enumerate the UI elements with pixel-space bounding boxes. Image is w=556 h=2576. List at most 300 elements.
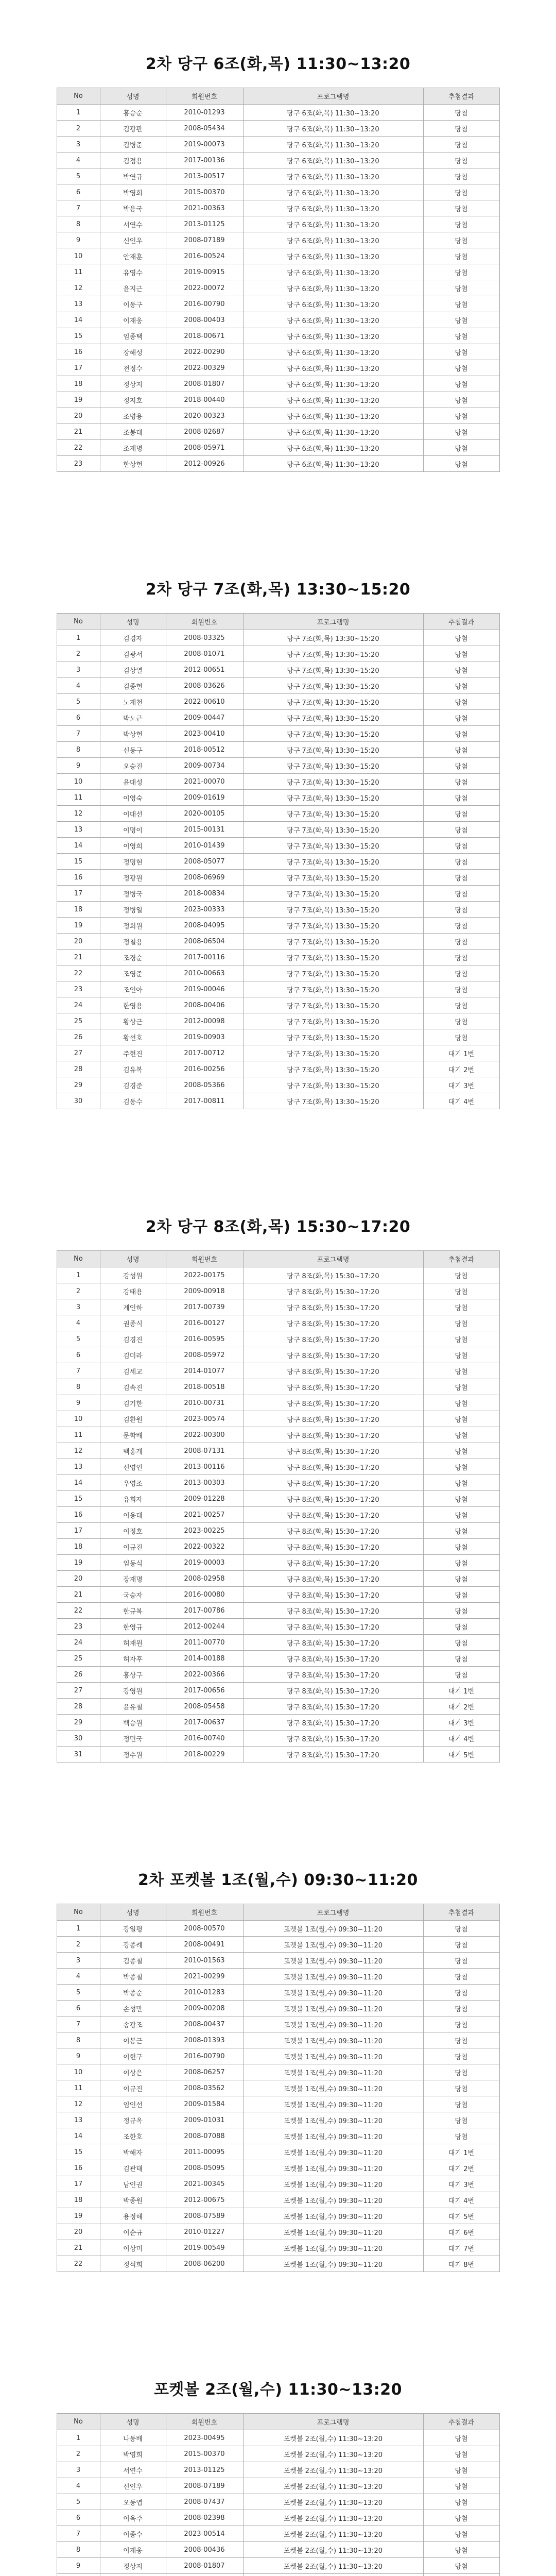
cell-result: 당첨	[423, 1555, 499, 1571]
cell-result: 당첨	[423, 2112, 499, 2128]
cell-member-id: 2012-00651	[166, 662, 243, 678]
cell-name: 윤유철	[100, 1699, 166, 1715]
cell-program: 포켓볼 1조(월,수) 09:30~11:20	[243, 2208, 423, 2224]
cell-member-id: 2021-00257	[166, 1507, 243, 1523]
cell-result: 당첨	[423, 121, 499, 137]
cell-no: 18	[57, 376, 100, 392]
cell-member-id: 2023-00495	[166, 2430, 243, 2446]
cell-name: 정석희	[100, 2256, 166, 2272]
cell-name: 오승진	[100, 758, 166, 774]
cell-name: 우영조	[100, 1475, 166, 1491]
cell-result: 당첨	[423, 1619, 499, 1635]
cell-no: 17	[57, 2176, 100, 2192]
cell-no: 19	[57, 2208, 100, 2224]
cell-no: 23	[57, 1619, 100, 1635]
cell-no: 30	[57, 1093, 100, 1109]
cell-name: 김종헌	[100, 678, 166, 694]
cell-result: 당첨	[423, 630, 499, 646]
column-header-no: No	[57, 614, 100, 630]
cell-result: 당첨	[423, 456, 499, 472]
cell-no: 31	[57, 1747, 100, 1762]
cell-result: 당첨	[423, 1267, 499, 1283]
cell-result: 당첨	[423, 1635, 499, 1651]
cell-no: 24	[57, 1635, 100, 1651]
cell-no: 10	[57, 774, 100, 790]
cell-result: 당첨	[423, 2494, 499, 2510]
cell-program: 당구 8조(화,목) 15:30~17:20	[243, 1427, 423, 1443]
column-header-name: 성명	[100, 1251, 166, 1267]
cell-result: 당첨	[423, 1475, 499, 1491]
column-header-no: No	[57, 2414, 100, 2430]
cell-no: 15	[57, 2144, 100, 2160]
cell-name: 박노근	[100, 710, 166, 726]
cell-member-id: 2021-00363	[166, 200, 243, 216]
cell-no: 22	[57, 440, 100, 456]
cell-result: 당첨	[423, 2446, 499, 2462]
cell-program: 당구 6조(화,목) 11:30~13:20	[243, 456, 423, 472]
cell-program: 당구 8조(화,목) 15:30~17:20	[243, 1715, 423, 1731]
column-header-result: 추첨결과	[423, 1904, 499, 1921]
cell-member-id: 2008-03562	[166, 2080, 243, 2096]
cell-program: 당구 6조(화,목) 11:30~13:20	[243, 152, 423, 168]
cell-name: 홍상구	[100, 1667, 166, 1683]
cell-no: 1	[57, 1921, 100, 1937]
program-section	[0, 472, 556, 1109]
cell-member-id: 2017-00786	[166, 1603, 243, 1619]
cell-member-id: 2017-00116	[166, 950, 243, 965]
cell-name: 이종수	[100, 2526, 166, 2542]
cell-program: 당구 7조(화,목) 13:30~15:20	[243, 1013, 423, 1029]
cell-no: 12	[57, 1443, 100, 1459]
cell-no: 20	[57, 2224, 100, 2240]
cell-name: 이재웅	[100, 2542, 166, 2558]
cell-program: 당구 8조(화,목) 15:30~17:20	[243, 1635, 423, 1651]
cell-name: 이재웅	[100, 312, 166, 328]
table-row	[57, 1555, 499, 1571]
cell-name: 주현진	[100, 1045, 166, 1061]
table-row	[57, 1603, 499, 1619]
cell-program: 포켓볼 1조(월,수) 09:30~11:20	[243, 2001, 423, 2016]
cell-member-id: 2008-06257	[166, 2064, 243, 2080]
table-row	[57, 2032, 499, 2048]
cell-name: 문학배	[100, 1427, 166, 1443]
cell-program: 포켓볼 2조(월,수) 11:30~13:20	[243, 2526, 423, 2542]
table-row	[57, 2001, 499, 2016]
cell-name: 김기한	[100, 1395, 166, 1411]
cell-member-id: 2018-00671	[166, 328, 243, 344]
cell-name: 정지호	[100, 392, 166, 408]
cell-no: 7	[57, 200, 100, 216]
cell-program: 당구 7조(화,목) 13:30~15:20	[243, 1093, 423, 1109]
table-row	[57, 2144, 499, 2160]
cell-member-id: 2010-00663	[166, 965, 243, 981]
cell-no: 24	[57, 997, 100, 1013]
cell-member-id: 2019-00003	[166, 1555, 243, 1571]
column-header-result: 추첨결과	[423, 88, 499, 105]
cell-no: 7	[57, 726, 100, 742]
cell-no: 2	[57, 646, 100, 662]
cell-no: 12	[57, 280, 100, 296]
table-row	[57, 408, 499, 424]
cell-result: 당첨	[423, 440, 499, 456]
cell-program: 포켓볼 2조(월,수) 11:30~13:20	[243, 2510, 423, 2526]
cell-program: 당구 8조(화,목) 15:30~17:20	[243, 1347, 423, 1363]
table-row	[57, 1045, 499, 1061]
cell-name: 정상지	[100, 2558, 166, 2574]
column-header-no: No	[57, 1251, 100, 1267]
cell-program: 당구 8조(화,목) 15:30~17:20	[243, 1651, 423, 1667]
cell-program: 포켓볼 1조(월,수) 09:30~11:20	[243, 2192, 423, 2208]
cell-no: 13	[57, 822, 100, 838]
cell-result: 당첨	[423, 1331, 499, 1347]
cell-no: 11	[57, 2080, 100, 2096]
cell-result: 당첨	[423, 376, 499, 392]
cell-name: 송광조	[100, 2016, 166, 2032]
table-row	[57, 1667, 499, 1683]
cell-result: 당첨	[423, 1427, 499, 1443]
cell-result: 당첨	[423, 886, 499, 902]
table-row	[57, 1747, 499, 1762]
column-header-result: 추첨결과	[423, 2414, 499, 2430]
cell-no: 13	[57, 2112, 100, 2128]
cell-no: 2	[57, 1283, 100, 1299]
table-row	[57, 630, 499, 646]
table-row	[57, 1029, 499, 1045]
cell-name: 한영규	[100, 1619, 166, 1635]
cell-program: 당구 6조(화,목) 11:30~13:20	[243, 344, 423, 360]
cell-name: 김관태	[100, 2160, 166, 2176]
cell-no: 8	[57, 2032, 100, 2048]
cell-no: 9	[57, 232, 100, 248]
cell-result: 대기 6번	[423, 2224, 499, 2240]
cell-member-id: 2008-06200	[166, 2256, 243, 2272]
cell-program: 당구 8조(화,목) 15:30~17:20	[243, 1683, 423, 1699]
table-row	[57, 662, 499, 678]
cell-name: 김경자	[100, 630, 166, 646]
cell-member-id: 2012-00244	[166, 1619, 243, 1635]
cell-member-id: 2008-05972	[166, 1347, 243, 1363]
cell-result: 당첨	[423, 1571, 499, 1587]
cell-result: 대기 3번	[423, 1077, 499, 1093]
cell-name: 이현구	[100, 2048, 166, 2064]
cell-result: 당첨	[423, 870, 499, 886]
cell-result: 당첨	[423, 200, 499, 216]
cell-no: 5	[57, 2494, 100, 2510]
column-header-result: 추첨결과	[423, 1251, 499, 1267]
cell-result: 당첨	[423, 1539, 499, 1555]
cell-program: 포켓볼 1조(월,수) 09:30~11:20	[243, 2112, 423, 2128]
column-header-program: 프로그램명	[243, 88, 423, 105]
cell-result: 당첨	[423, 934, 499, 950]
cell-program: 당구 8조(화,목) 15:30~17:20	[243, 1507, 423, 1523]
cell-program: 당구 8조(화,목) 15:30~17:20	[243, 1491, 423, 1507]
table-row	[57, 1715, 499, 1731]
cell-result: 당첨	[423, 2462, 499, 2478]
cell-result: 당첨	[423, 2032, 499, 2048]
cell-name: 홍승순	[100, 105, 166, 121]
cell-name: 박용국	[100, 200, 166, 216]
cell-member-id: 2008-00491	[166, 1937, 243, 1953]
cell-name: 유영수	[100, 264, 166, 280]
cell-program: 당구 6조(화,목) 11:30~13:20	[243, 440, 423, 456]
cell-no: 3	[57, 662, 100, 678]
cell-member-id: 2008-02687	[166, 424, 243, 440]
cell-name: 김환원	[100, 1411, 166, 1427]
cell-member-id: 2008-00436	[166, 2542, 243, 2558]
cell-member-id: 2020-00323	[166, 408, 243, 424]
cell-program: 포켓볼 1조(월,수) 09:30~11:20	[243, 2224, 423, 2240]
cell-name: 계인하	[100, 1299, 166, 1315]
cell-name: 이영희	[100, 838, 166, 854]
cell-no	[57, 2574, 100, 2576]
table-row	[57, 2192, 499, 2208]
cell-member-id: 2008-01807	[166, 2558, 243, 2574]
table-row	[57, 232, 499, 248]
cell-member-id: 2022-00329	[166, 360, 243, 376]
table-row	[57, 328, 499, 344]
table-header-row	[57, 614, 499, 630]
cell-no: 16	[57, 1507, 100, 1523]
cell-program: 당구 8조(화,목) 15:30~17:20	[243, 1411, 423, 1427]
column-header-member-id: 회원번호	[166, 88, 243, 105]
table-row	[57, 2240, 499, 2256]
cell-program: 당구 7조(화,목) 13:30~15:20	[243, 870, 423, 886]
table-row	[57, 758, 499, 774]
table-row	[57, 216, 499, 232]
cell-program: 당구 7조(화,목) 13:30~15:20	[243, 790, 423, 806]
table-row	[57, 2080, 499, 2096]
cell-result: 당첨	[423, 1029, 499, 1045]
table-row	[57, 1379, 499, 1395]
cell-no: 11	[57, 264, 100, 280]
cell-no: 5	[57, 168, 100, 184]
cell-no: 20	[57, 1571, 100, 1587]
cell-member-id: 2012-00926	[166, 456, 243, 472]
cell-result: 대기 7번	[423, 2240, 499, 2256]
table-row	[57, 1363, 499, 1379]
table-row	[57, 1331, 499, 1347]
cell-program: 당구 8조(화,목) 15:30~17:20	[243, 1619, 423, 1635]
cell-no: 18	[57, 902, 100, 918]
cell-program: 당구 7조(화,목) 13:30~15:20	[243, 981, 423, 997]
cell-result: 당첨	[423, 296, 499, 312]
table-row	[57, 152, 499, 168]
cell-member-id: 2010-01439	[166, 838, 243, 854]
cell-program: 당구 7조(화,목) 13:30~15:20	[243, 646, 423, 662]
cell-member-id: 2016-00790	[166, 2048, 243, 2064]
cell-program: 포켓볼 1조(월,수) 09:30~11:20	[243, 1969, 423, 1985]
cell-member-id: 2013-00116	[166, 1459, 243, 1475]
column-header-program: 프로그램명	[243, 1904, 423, 1921]
cell-member-id: 2009-00734	[166, 758, 243, 774]
cell-result: 대기 3번	[423, 2176, 499, 2192]
results-table	[57, 613, 500, 1109]
cell-result: 당첨	[423, 2526, 499, 2542]
cell-result: 당첨	[423, 2001, 499, 2016]
cell-result: 당첨	[423, 2478, 499, 2494]
cell-member-id: 2008-00570	[166, 1921, 243, 1937]
cell-result	[423, 2574, 499, 2576]
cell-member-id: 2008-01393	[166, 2032, 243, 2048]
table-row	[57, 1443, 499, 1459]
cell-name: 정규옥	[100, 2112, 166, 2128]
cell-member-id: 2016-00256	[166, 1061, 243, 1077]
table-row	[57, 2128, 499, 2144]
table-row	[57, 1539, 499, 1555]
cell-result: 당첨	[423, 1921, 499, 1937]
cell-member-id: 2008-05434	[166, 121, 243, 137]
cell-program: 당구 8조(화,목) 15:30~17:20	[243, 1315, 423, 1331]
cell-no: 12	[57, 2096, 100, 2112]
cell-no: 4	[57, 678, 100, 694]
cell-member-id: 2008-04095	[166, 918, 243, 934]
cell-member-id: 2009-01228	[166, 1491, 243, 1507]
table-row	[57, 2526, 499, 2542]
program-section	[0, 1762, 556, 2272]
cell-name: 권종식	[100, 1315, 166, 1331]
cell-result: 당첨	[423, 312, 499, 328]
cell-member-id: 2018-00440	[166, 392, 243, 408]
cell-no: 3	[57, 1953, 100, 1969]
table-row	[57, 2176, 499, 2192]
cell-member-id: 2008-06969	[166, 870, 243, 886]
cell-program: 당구 6조(화,목) 11:30~13:20	[243, 408, 423, 424]
cell-no: 8	[57, 1379, 100, 1395]
cell-result: 당첨	[423, 424, 499, 440]
cell-no: 23	[57, 981, 100, 997]
cell-program: 포켓볼 1조(월,수) 09:30~11:20	[243, 1985, 423, 2001]
table-row	[57, 312, 499, 328]
cell-program: 당구 7조(화,목) 13:30~15:20	[243, 758, 423, 774]
table-row	[57, 1699, 499, 1715]
table-row	[57, 424, 499, 440]
cell-program: 포켓볼 1조(월,수) 09:30~11:20	[243, 2032, 423, 2048]
cell-no: 22	[57, 965, 100, 981]
cell-no: 12	[57, 806, 100, 822]
program-section	[0, 5, 556, 472]
cell-name: 한상헌	[100, 456, 166, 472]
cell-name: 조경순	[100, 950, 166, 965]
column-header-no: No	[57, 88, 100, 105]
table-row	[57, 1731, 499, 1747]
cell-member-id: 2022-00290	[166, 344, 243, 360]
table-row	[57, 1571, 499, 1587]
cell-program: 포켓볼 1조(월,수) 09:30~11:20	[243, 2016, 423, 2032]
table-row	[57, 1475, 499, 1491]
table-row	[57, 981, 499, 997]
table-row	[57, 1077, 499, 1093]
table-row	[57, 886, 499, 902]
cell-program: 당구 7조(화,목) 13:30~15:20	[243, 1029, 423, 1045]
cell-no: 2	[57, 121, 100, 137]
table-row	[57, 838, 499, 854]
cell-no: 1	[57, 630, 100, 646]
section-title: 2차 당구 7조(화,목) 13:30~15:20	[145, 581, 411, 599]
cell-result: 당첨	[423, 2096, 499, 2112]
table-row	[57, 934, 499, 950]
cell-member-id: 2013-00517	[166, 168, 243, 184]
cell-program: 당구 8조(화,목) 15:30~17:20	[243, 1459, 423, 1475]
cell-program: 당구 7조(화,목) 13:30~15:20	[243, 662, 423, 678]
cell-member-id: 2008-03325	[166, 630, 243, 646]
cell-member-id: 2016-00740	[166, 1731, 243, 1747]
table-row	[57, 184, 499, 200]
column-header-program: 프로그램명	[243, 2414, 423, 2430]
cell-result: 당첨	[423, 137, 499, 152]
cell-name: 박해자	[100, 2144, 166, 2160]
cell-member-id: 2017-00656	[166, 1683, 243, 1699]
cell-program: 당구 6조(화,목) 11:30~13:20	[243, 264, 423, 280]
table-row	[57, 392, 499, 408]
cell-name: 나동배	[100, 2430, 166, 2446]
cell-member-id: 2023-00410	[166, 726, 243, 742]
cell-no: 15	[57, 328, 100, 344]
cell-no: 2	[57, 1937, 100, 1953]
cell-no: 4	[57, 1969, 100, 1985]
program-section	[0, 2272, 556, 2576]
cell-no: 16	[57, 344, 100, 360]
cell-result: 대기 1번	[423, 2144, 499, 2160]
cell-result: 당첨	[423, 742, 499, 758]
section-title: 2차 당구 6조(화,목) 11:30~13:20	[145, 55, 411, 73]
table-row	[57, 2462, 499, 2478]
cell-name: 조재명	[100, 440, 166, 456]
cell-member-id: 2008-05077	[166, 854, 243, 870]
cell-member-id: 2023-00514	[166, 2526, 243, 2542]
cell-name: 김정용	[100, 152, 166, 168]
cell-result: 당첨	[423, 1937, 499, 1953]
cell-result: 당첨	[423, 1603, 499, 1619]
cell-result: 당첨	[423, 344, 499, 360]
cell-no: 26	[57, 1667, 100, 1683]
cell-no: 15	[57, 1491, 100, 1507]
cell-member-id: 2013-01125	[166, 216, 243, 232]
table-row	[57, 1093, 499, 1109]
cell-member-id: 2008-07131	[166, 1443, 243, 1459]
cell-member-id: 2021-00345	[166, 2176, 243, 2192]
cell-result: 당첨	[423, 1667, 499, 1683]
cell-member-id: 2008-07437	[166, 2494, 243, 2510]
cell-name: 임동식	[100, 1555, 166, 1571]
cell-member-id: 2008-02958	[166, 1571, 243, 1587]
table-row	[57, 790, 499, 806]
cell-program: 포켓볼 2조(월,수) 11:30~13:20	[243, 2494, 423, 2510]
cell-no: 15	[57, 854, 100, 870]
column-header-result: 추첨결과	[423, 614, 499, 630]
cell-program: 포켓볼 1조(월,수) 09:30~11:20	[243, 1937, 423, 1953]
cell-no: 27	[57, 1683, 100, 1699]
cell-member-id: 2008-05458	[166, 1699, 243, 1715]
cell-program: 당구 6조(화,목) 11:30~13:20	[243, 328, 423, 344]
cell-name: 강일평	[100, 1921, 166, 1937]
table-row	[57, 1985, 499, 2001]
cell-program: 당구 8조(화,목) 15:30~17:20	[243, 1475, 423, 1491]
table-header-row	[57, 1251, 499, 1267]
cell-no: 7	[57, 1363, 100, 1379]
cell-member-id: 2013-01125	[166, 2462, 243, 2478]
cell-name: 이용대	[100, 1507, 166, 1523]
cell-member-id: 2018-00518	[166, 1379, 243, 1395]
cell-name: 장해성	[100, 344, 166, 360]
cell-program: 당구 8조(화,목) 15:30~17:20	[243, 1379, 423, 1395]
cell-name: 김세교	[100, 1363, 166, 1379]
table-row	[57, 1013, 499, 1029]
table-row	[57, 2494, 499, 2510]
cell-name: 조영준	[100, 965, 166, 981]
cell-result: 당첨	[423, 822, 499, 838]
table-row	[57, 2256, 499, 2272]
cell-no: 6	[57, 710, 100, 726]
